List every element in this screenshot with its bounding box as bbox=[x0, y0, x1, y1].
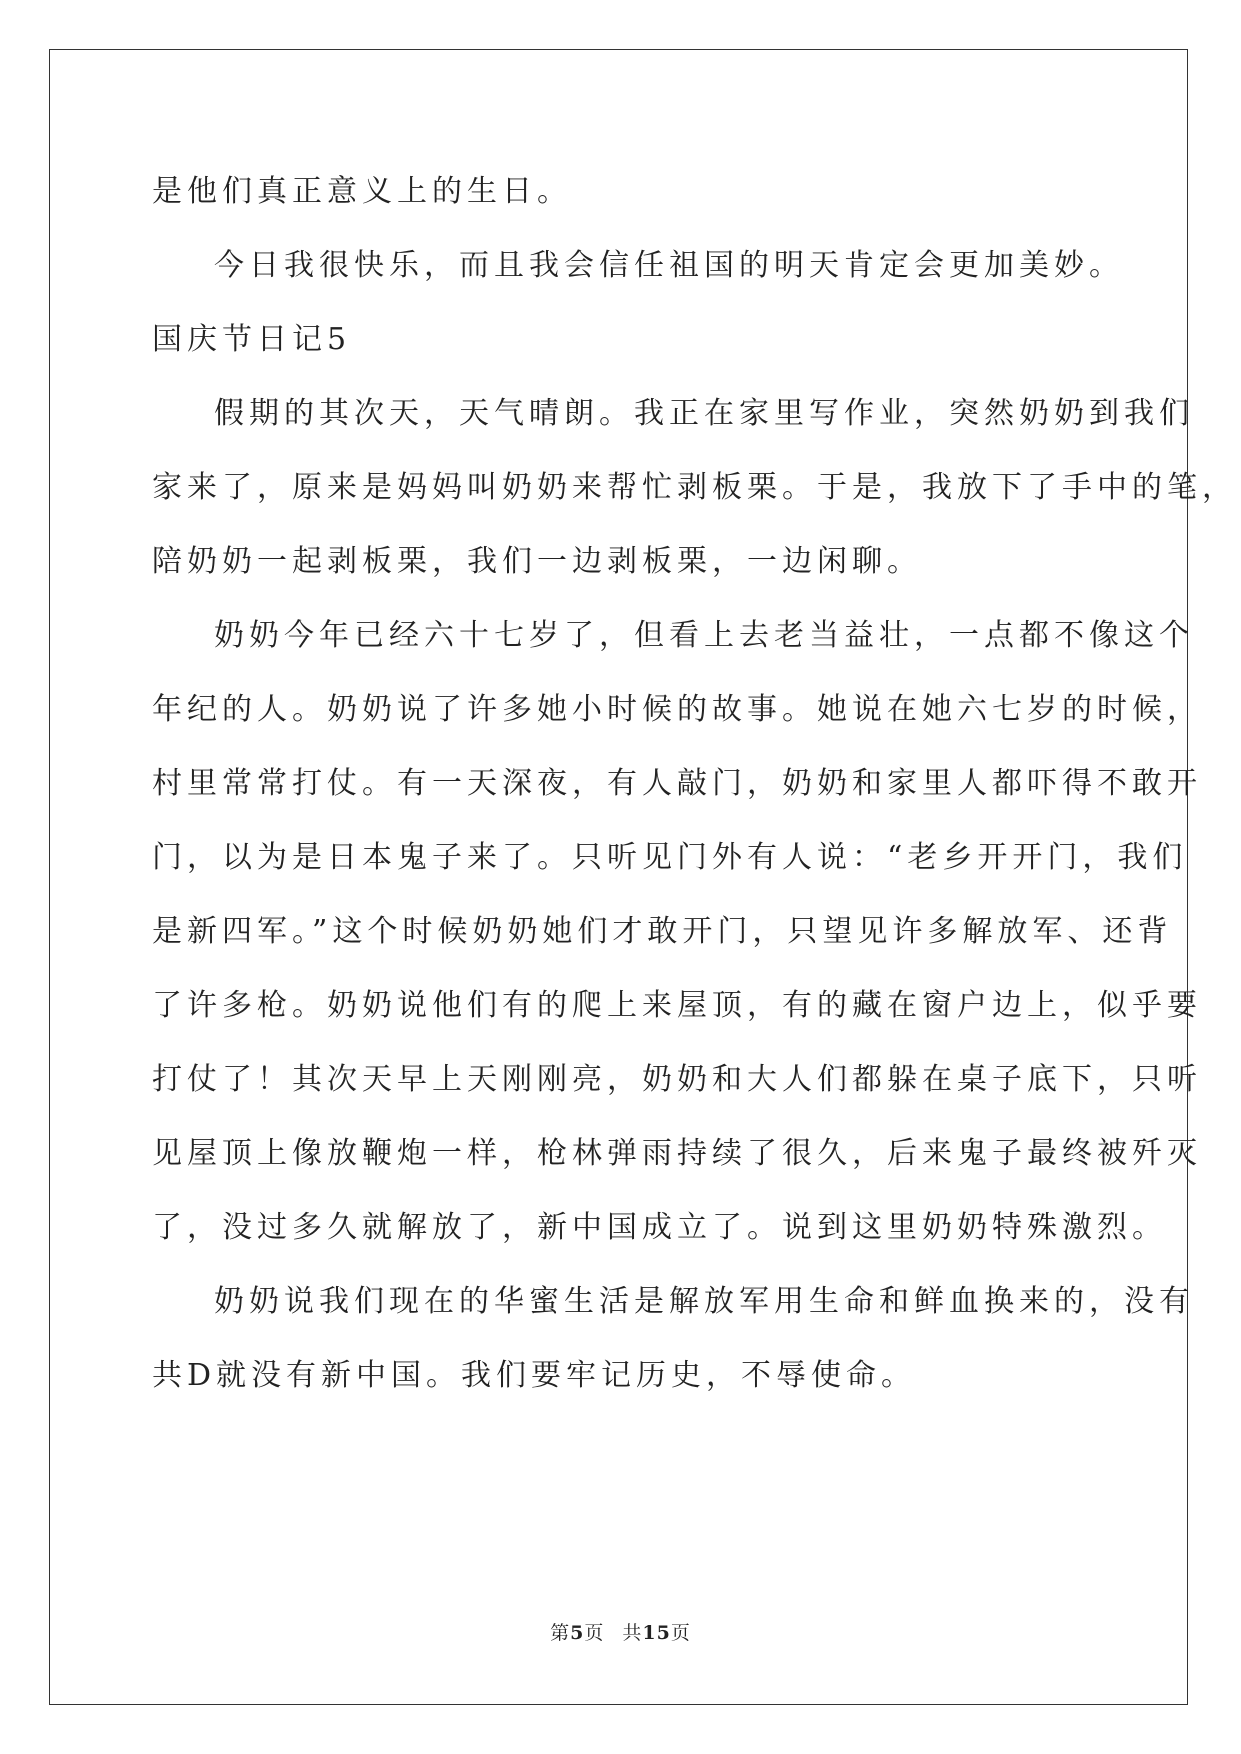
page-prefix: 第 bbox=[550, 1622, 571, 1644]
text-line: 共D就没有新中国。我们要牢记历史，不辱使命。 bbox=[152, 1358, 917, 1393]
text-line: 是他们真正意义上的生日。 bbox=[152, 174, 572, 209]
paragraph-line: 假期的其次天，天气晴朗。我正在家里写作业，突然奶奶到我们 bbox=[214, 396, 1194, 431]
text-line: 陪奶奶一起剥板栗，我们一边剥板栗，一边闲聊。 bbox=[152, 544, 922, 579]
section-heading: 国庆节日记5 bbox=[152, 322, 352, 357]
text-line: 见屋顶上像放鞭炮一样，枪林弹雨持续了很久，后来鬼子最终被歼灭 bbox=[152, 1136, 1202, 1171]
text-line: 了，没过多久就解放了，新中国成立了。说到这里奶奶特殊激烈。 bbox=[152, 1210, 1167, 1245]
page-suffix: 页 bbox=[584, 1622, 605, 1644]
page-current: 5 bbox=[570, 1622, 585, 1644]
paragraph-line: 奶奶今年已经六十七岁了，但看上去老当益壮，一点都不像这个 bbox=[214, 618, 1194, 653]
text-line: 村里常常打仗。有一天深夜，有人敲门，奶奶和家里人都吓得不敢开 bbox=[152, 766, 1202, 801]
text-line: 门，以为是日本鬼子来了。只听见门外有人说：“老乡开开门，我们 bbox=[152, 840, 1188, 875]
text-line: 是新四军。”这个时候奶奶她们才敢开门，只望见许多解放军、还背 bbox=[152, 914, 1173, 949]
paragraph-line: 奶奶说我们现在的华蜜生活是解放军用生命和鲜血换来的，没有 bbox=[214, 1284, 1194, 1319]
paragraph-line: 今日我很快乐，而且我会信任祖国的明天肯定会更加美妙。 bbox=[214, 248, 1124, 283]
text-line: 年纪的人。奶奶说了许多她小时候的故事。她说在她六七岁的时候， bbox=[152, 692, 1202, 727]
text-line: 打仗了！其次天早上天刚刚亮，奶奶和大人们都躲在桌子底下，只听 bbox=[152, 1062, 1202, 1097]
text-line: 家来了，原来是妈妈叫奶奶来帮忙剥板栗。于是，我放下了手中的笔， bbox=[152, 470, 1237, 505]
total-prefix: 共 bbox=[622, 1622, 643, 1644]
total-suffix: 页 bbox=[670, 1622, 691, 1644]
text-line: 了许多枪。奶奶说他们有的爬上来屋顶，有的藏在窗户边上，似乎要 bbox=[152, 988, 1202, 1023]
page-footer bbox=[0, 1618, 1241, 1645]
page-total: 15 bbox=[642, 1622, 671, 1644]
